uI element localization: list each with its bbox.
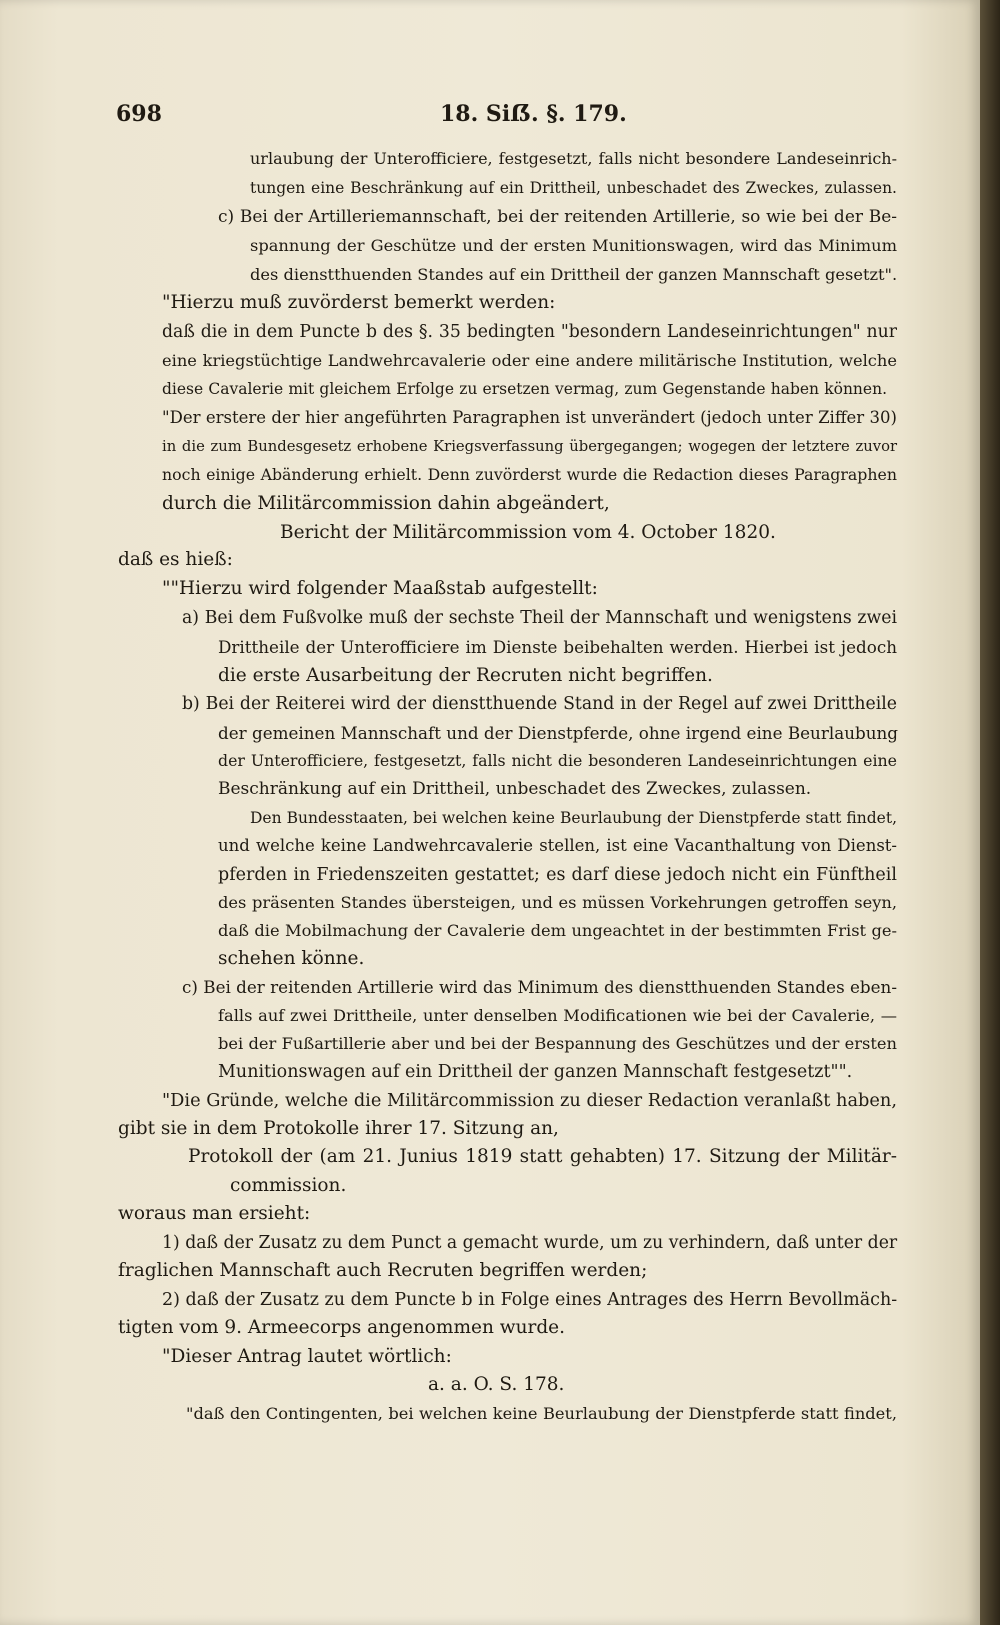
- page-number: 698: [116, 101, 162, 127]
- text-line: 1) daß der Zusatz zu dem Punct a gemacht wurde, um zu verhindern, daß unter der: [162, 1233, 898, 1253]
- text-line: schehen könne.: [218, 948, 365, 969]
- text-line: Drittheile der Unterofficiere im Dienste beibehalten werden. Hierbei ist jedoch: [218, 637, 897, 657]
- text-line: falls auf zwei Drittheile, unter denselben Modificationen wie bei der Cavalerie, —: [218, 1006, 897, 1025]
- text-line: pferden in Friedenszeiten gestattet; es darf diese jedoch nicht ein Fünftheil: [218, 865, 897, 885]
- text-line: daß die Mobilmachung der Cavalerie dem ungeachtet in der bestimmten Frist ge-: [218, 921, 897, 940]
- text-line: fraglichen Mannschaft auch Recruten begriffen werden;: [118, 1260, 648, 1281]
- text-line: commission.: [230, 1175, 347, 1196]
- text-line: woraus man ersieht:: [118, 1203, 311, 1224]
- text-line: "Die Gründe, welche die Militärcommission zu dieser Redaction veranlaßt haben,: [162, 1091, 897, 1111]
- text-line: diese Cavalerie mit gleichem Erfolge zu ersetzen vermag, zum Gegenstande haben können.: [162, 380, 887, 398]
- text-line: der gemeinen Mannschaft und der Dienstpferde, ohne irgend eine Beurlaubung: [218, 723, 899, 743]
- text-line: durch die Militärcommission dahin abgeändert,: [162, 493, 610, 514]
- text-line: gibt sie in dem Protokolle ihrer 17. Sitzung an,: [118, 1118, 559, 1139]
- text-line: der Unterofficiere, festgesetzt, falls nicht die besonderen Landeseinrichtungen eine: [218, 751, 897, 770]
- text-line: a) Bei dem Fußvolke muß der sechste Theil der Mannschaft und wenigstens zwei: [182, 608, 897, 628]
- book-binding-edge: [980, 0, 1000, 1625]
- text-line: Den Bundesstaaten, bei welchen keine Beurlaubung der Dienstpferde statt findet,: [250, 809, 897, 827]
- text-line: "Dieser Antrag lautet wörtlich:: [162, 1346, 452, 1367]
- text-line: Munitionswagen auf ein Drittheil der ganzen Mannschaft festgesetzt"".: [218, 1062, 853, 1082]
- text-line: "Hierzu muß zuvörderst bemerkt werden:: [162, 292, 556, 313]
- text-line: die erste Ausarbeitung der Recruten nicht begriffen.: [218, 665, 713, 686]
- text-line: tigten vom 9. Armeecorps angenommen wurde.: [118, 1317, 565, 1338]
- text-line: spannung der Geschütze und der ersten Munitionswagen, wird das Minimum: [250, 236, 897, 255]
- text-line: "daß den Contingenten, bei welchen keine Beurlaubung der Dienstpferde statt findet,: [186, 1404, 897, 1423]
- text-line: c) Bei der Artilleriemannschaft, bei der reitenden Artillerie, so wie bei der Be-: [218, 207, 897, 227]
- text-line: Bericht der Militärcommission vom 4. October 1820.: [280, 522, 776, 543]
- text-line: eine kriegstüchtige Landwehrcavalerie oder eine andere militärische Institution, welche: [162, 351, 897, 370]
- text-line: a. a. O. S. 178.: [428, 1374, 565, 1395]
- text-line: daß die in dem Puncte b des §. 35 bedingten "besondern Landeseinrichtungen" nur: [162, 322, 897, 342]
- text-line: Protokoll der (am 21. Junius 1819 statt gehabten) 17. Sitzung der Militär-: [188, 1146, 897, 1167]
- text-line: und welche keine Landwehrcavalerie stellen, ist eine Vacanthaltung von Dienst-: [218, 836, 897, 855]
- text-line: tungen eine Beschränkung auf ein Drittheil, unbeschadet des Zweckes, zulassen.: [250, 179, 897, 197]
- text-line: in die zum Bundesgesetz erhobene Kriegsverfassung übergegangen; wogegen der letztere zuvor: [162, 438, 897, 455]
- text-line: Beschränkung auf ein Drittheil, unbeschadet des Zweckes, zulassen.: [218, 779, 812, 799]
- text-line: daß es hieß:: [118, 549, 233, 570]
- text-line: des präsenten Standes übersteigen, und es müssen Vorkehrungen getroffen seyn,: [218, 893, 897, 912]
- text-line: des dienstthuenden Standes auf ein Drittheil der ganzen Mannschaft gesetzt".: [250, 265, 898, 284]
- text-line: bei der Fußartillerie aber und bei der Bespannung des Geschützes und der ersten: [218, 1034, 897, 1053]
- text-line: 2) daß der Zusatz zu dem Puncte b in Folge eines Antrages des Herrn Bevollmäch-: [162, 1290, 898, 1310]
- running-title: 18. Siẞ. §. 179.: [440, 101, 627, 127]
- text-line: ""Hierzu wird folgender Maaßstab aufgestellt:: [162, 578, 598, 599]
- text-line: urlaubung der Unterofficiere, festgesetzt, falls nicht besondere Landeseinrich-: [250, 149, 897, 168]
- text-line: noch einige Abänderung erhielt. Denn zuvörderst wurde die Redaction dieses Paragraphen: [162, 465, 897, 484]
- text-line: c) Bei der reitenden Artillerie wird das Minimum des dienstthuenden Standes eben-: [182, 977, 897, 997]
- text-line: "Der erstere der hier angeführten Paragraphen ist unverändert (jedoch unter Ziffer 30): [162, 408, 897, 427]
- text-line: b) Bei der Reiterei wird der dienstthuende Stand in der Regel auf zwei Drittheile: [182, 694, 897, 714]
